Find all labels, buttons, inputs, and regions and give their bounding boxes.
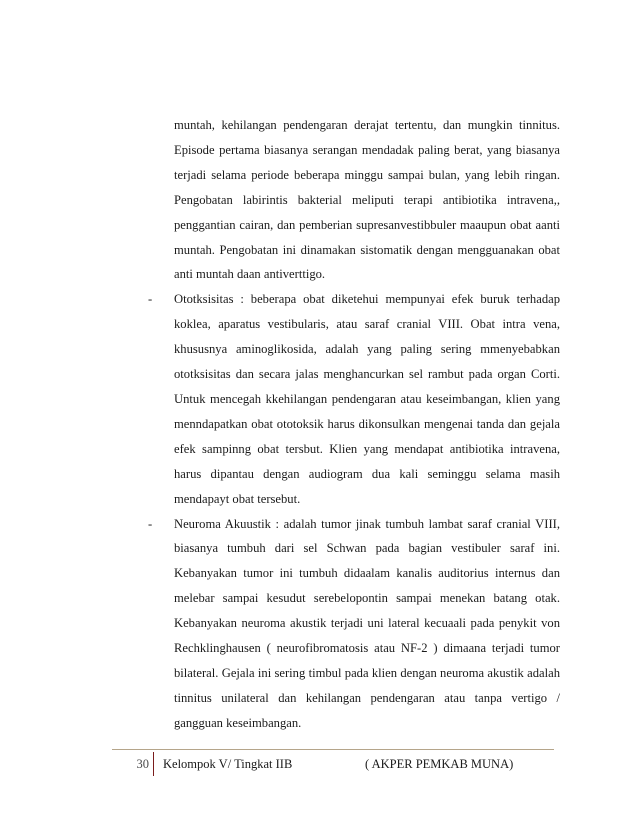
footer-institution: ( AKPER PEMKAB MUNA) (365, 757, 514, 771)
paragraph-text: Ototksisitas : beberapa obat diketehui mempunyai efek buruk terhadap koklea, aparatus vestibularis, atau saraf cranial VIII. Obat intra vena, khususnya aminoglikosida, adalah yang paling sering mmenyebabkan ototksisitas dan secara jalas menghancurkan sel rambut pada organ Corti. Untuk mencegah kkehilangan pendengaran atau keseimbangan, klien yang menndapatkan obat ototoksik harus dikonsulkan mengenai tanda dan gejala efek sampinng obat tersbut. Klien yang mendapat antibiotika intravena, harus dipantau dengan audiogram dua kali seminggu selama masih mendapayt obat tersebut. (174, 292, 560, 506)
list-item-ototoksisitas (140, 287, 560, 511)
paragraph-labirintis-continued (140, 113, 560, 287)
footer-group-label: Kelompok V/ Tingkat IIB (163, 757, 293, 771)
bullet-dash: - (148, 516, 153, 531)
list-item-neuroma-akustik (140, 512, 560, 736)
footer-divider (112, 749, 554, 750)
paragraph-text: muntah, kehilangan pendengaran derajat tertentu, dan mungkin tinnitus. Episode pertama biasanya serangan mendadak paling berat, yang biasanya terjadi selama periode beberapa minggu sampai bulan, yang lebih ringan. Pengobatan labirintis bakterial meliputi terapi antibiotika intravena,, penggantian cairan, dan pemberian supresanvestibbuler maaupun obat aanti muntah. Pengobatan ini dinamakan sistomatik dengan mengguanakan obat anti muntah daan antiverttigo. (174, 118, 560, 282)
paragraph-text: Neuroma Akuustik : adalah tumor jinak tumbuh lambat saraf cranial VIII, biasanya tumbuh dari sel Schwan pada bagian vestibuler saraf ini. Kebanyakan tumor ini tumbuh didaalam kanalis auditorius internus dan melebar sampai kesudut serebelopontin sampai menekan batang otak. Kebanyakan neuroma akustik terjadi uni lateral kecuaali pada penykit von Rechklinghausen ( neurofibromatosis atau NF-2 ) dimaana terjadi tumor bilateral. Gejala ini sering timbul pada klien dengan neuroma akustik adalah tinnitus unilateral dan kehilangan pendengaran atau tanpa vertigo / gangguan keseimbangan. (174, 516, 560, 730)
page-number: 30 (112, 752, 154, 776)
body-text (140, 113, 560, 736)
bullet-dash: - (148, 292, 153, 307)
